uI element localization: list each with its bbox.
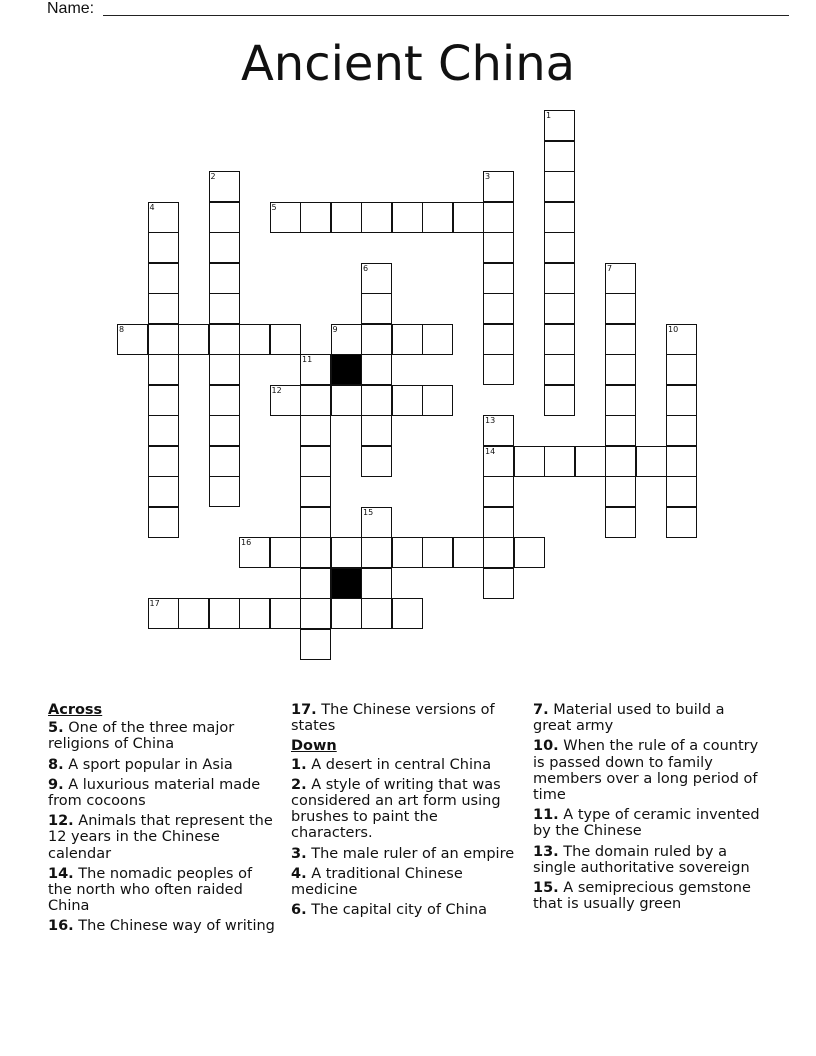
grid-cell[interactable] — [300, 629, 331, 660]
clue-number: 5. — [48, 720, 64, 737]
grid-cell[interactable] — [361, 415, 392, 446]
grid-cell[interactable] — [300, 568, 331, 599]
grid-cell[interactable] — [209, 232, 240, 263]
clue-number: 6 — [363, 263, 369, 273]
clue-number: 15. — [533, 880, 559, 897]
grid-cell[interactable] — [361, 507, 392, 538]
clue-text: The capital city of China — [306, 902, 487, 919]
grid-cell[interactable] — [361, 354, 392, 385]
grid-cell[interactable] — [117, 324, 148, 355]
grid-cell[interactable] — [605, 324, 636, 355]
clue-number: 14. — [48, 865, 74, 882]
grid-cell[interactable] — [392, 598, 423, 629]
grid-cell[interactable] — [453, 202, 484, 233]
clue-number: 2. — [291, 776, 307, 793]
clue-item — [533, 807, 765, 839]
clue-number: 8. — [48, 756, 64, 773]
grid-cell[interactable] — [544, 354, 575, 385]
grid-cell[interactable] — [483, 507, 514, 538]
grid-cell[interactable] — [270, 537, 301, 568]
grid-cell[interactable] — [148, 476, 179, 507]
clue-number: 10. — [533, 738, 559, 755]
clue-text: When the rule of a country is passed down to family members over a long period of time — [533, 738, 759, 804]
clue-text: One of the three major religions of China — [48, 720, 235, 753]
grid-cell[interactable] — [148, 598, 179, 629]
grid-cell[interactable] — [666, 507, 697, 538]
grid-cell[interactable] — [270, 202, 301, 233]
grid-cell[interactable] — [666, 385, 697, 416]
grid-cell[interactable] — [544, 202, 575, 233]
grid-cell[interactable] — [544, 324, 575, 355]
grid-cell[interactable] — [605, 446, 636, 477]
grid-cell[interactable] — [148, 415, 179, 446]
clue-number: 15 — [363, 507, 374, 517]
grid-cell[interactable] — [148, 446, 179, 477]
clue-text: A traditional Chinese medicine — [291, 865, 463, 899]
grid-cell[interactable] — [361, 537, 392, 568]
grid-cell[interactable] — [209, 476, 240, 507]
grid-cell[interactable] — [331, 598, 362, 629]
grid-cell[interactable] — [514, 537, 545, 568]
clue-item — [48, 777, 280, 809]
clues-column-1 — [48, 702, 280, 939]
grid-cell[interactable] — [422, 202, 453, 233]
grid-cell[interactable] — [544, 263, 575, 294]
clue-text: The Chinese way of writing — [73, 918, 275, 935]
clue-number: 11 — [302, 355, 313, 364]
clue-text: The male ruler of an empire — [306, 845, 515, 862]
clue-number: 3. — [291, 845, 307, 862]
grid-cell[interactable] — [209, 446, 240, 477]
grid-cell[interactable] — [361, 598, 392, 629]
grid-cell[interactable] — [483, 476, 514, 507]
clue-item — [291, 702, 523, 734]
grid-cell[interactable] — [209, 263, 240, 294]
clues-column-2 — [291, 702, 523, 922]
grid-cell[interactable] — [605, 507, 636, 538]
grid-cell[interactable] — [483, 263, 514, 294]
grid-cell[interactable] — [209, 324, 240, 355]
clue-item — [291, 846, 523, 862]
clue-item — [48, 720, 280, 752]
grid-cell[interactable] — [209, 415, 240, 446]
grid-cell[interactable] — [209, 354, 240, 385]
grid-cell[interactable] — [514, 446, 545, 477]
grid-cell[interactable] — [361, 568, 392, 599]
grid-cell[interactable] — [361, 293, 392, 324]
grid-cell[interactable] — [544, 385, 575, 416]
clue-item — [48, 757, 280, 773]
grid-cell[interactable] — [361, 446, 392, 477]
grid-cell[interactable] — [483, 171, 514, 202]
clue-number: 10 — [668, 324, 679, 334]
clue-number: 8 — [119, 324, 125, 334]
grid-cell[interactable] — [300, 354, 331, 385]
clue-number: 17. — [291, 702, 317, 718]
grid-cell[interactable] — [605, 354, 636, 385]
grid-cell[interactable] — [148, 324, 179, 355]
clue-text: The nomadic peoples of the north who often raided China — [48, 865, 253, 915]
clue-item — [291, 757, 523, 773]
grid-cell[interactable] — [422, 537, 453, 568]
grid-cell[interactable] — [483, 446, 514, 477]
grid-cell[interactable] — [605, 293, 636, 324]
grid-cell[interactable] — [209, 171, 240, 202]
grid-cell[interactable] — [148, 354, 179, 385]
grid-cell[interactable] — [544, 171, 575, 202]
grid-cell[interactable] — [361, 202, 392, 233]
name-label: Name: — [47, 0, 95, 17]
clue-item — [48, 813, 280, 862]
clue-number: 5 — [271, 202, 277, 212]
grid-cell[interactable] — [239, 598, 270, 629]
grid-cell[interactable] — [636, 446, 667, 477]
grid-cell[interactable] — [270, 385, 301, 416]
grid-cell[interactable] — [453, 537, 484, 568]
clue-number: 16 — [241, 538, 252, 547]
grid-cell[interactable] — [422, 385, 453, 416]
clue-number: 7 — [607, 263, 613, 273]
clue-number: 2 — [210, 172, 216, 181]
clue-number: 3 — [485, 172, 491, 181]
grid-cell[interactable] — [666, 354, 697, 385]
grid-cell[interactable] — [392, 537, 423, 568]
grid-cell[interactable] — [605, 415, 636, 446]
clue-text: A semiprecious gemstone that is usually green — [533, 880, 751, 913]
black-cell — [331, 568, 362, 599]
grid-cell[interactable] — [209, 598, 240, 629]
down-header: Down — [291, 738, 337, 755]
grid-cell[interactable] — [544, 110, 575, 141]
grid-cell[interactable] — [544, 446, 575, 477]
grid-cell[interactable] — [331, 385, 362, 416]
clue-number: 9 — [332, 324, 338, 334]
clue-text: A desert in central China — [306, 756, 492, 773]
clue-number: 12 — [271, 385, 282, 395]
grid-cell[interactable] — [300, 385, 331, 416]
clue-number: 4. — [291, 865, 307, 882]
clue-text: Animals that represent the 12 years in the Chinese calendar — [48, 813, 273, 862]
grid-cell[interactable] — [483, 232, 514, 263]
grid-cell[interactable] — [666, 324, 697, 355]
grid-cell[interactable] — [300, 415, 331, 446]
grid-cell[interactable] — [331, 324, 362, 355]
clue-item — [533, 702, 765, 734]
grid-cell[interactable] — [575, 446, 606, 477]
grid-cell[interactable] — [300, 507, 331, 538]
grid-cell[interactable] — [178, 324, 209, 355]
clue-number: 17 — [149, 599, 160, 608]
grid-cell[interactable] — [300, 476, 331, 507]
clue-number: 4 — [149, 202, 155, 212]
grid-cell[interactable] — [605, 476, 636, 507]
grid-cell[interactable] — [209, 293, 240, 324]
grid-cell[interactable] — [666, 415, 697, 446]
grid-cell[interactable] — [392, 324, 423, 355]
grid-cell[interactable] — [544, 141, 575, 172]
clues-column-3 — [533, 702, 765, 916]
grid-cell[interactable] — [392, 202, 423, 233]
grid-cell[interactable] — [392, 385, 423, 416]
clue-text: Material used to build a great army — [533, 702, 725, 735]
clue-number: 7. — [533, 702, 549, 718]
grid-cell[interactable] — [148, 202, 179, 233]
clue-number: 1 — [546, 111, 552, 120]
clue-item — [533, 738, 765, 803]
grid-cell[interactable] — [605, 385, 636, 416]
grid-cell[interactable] — [209, 202, 240, 233]
grid-cell[interactable] — [483, 354, 514, 385]
clue-item — [291, 777, 523, 842]
black-cell — [331, 354, 362, 385]
grid-cell[interactable] — [483, 537, 514, 568]
grid-cell[interactable] — [483, 324, 514, 355]
clue-number: 11. — [533, 807, 559, 824]
grid-cell[interactable] — [300, 446, 331, 477]
grid-cell[interactable] — [361, 263, 392, 294]
grid-cell[interactable] — [361, 385, 392, 416]
grid-cell[interactable] — [148, 293, 179, 324]
page-title: Ancient China — [240, 36, 576, 92]
grid-cell[interactable] — [544, 232, 575, 263]
clue-text: The Chinese versions of states — [291, 702, 495, 735]
across-header: Across — [48, 702, 103, 718]
clue-item — [533, 844, 765, 876]
grid-cell[interactable] — [666, 476, 697, 507]
grid-cell[interactable] — [239, 324, 270, 355]
clue-number: 9. — [48, 776, 64, 793]
grid-cell[interactable] — [666, 446, 697, 477]
clue-number: 14 — [485, 446, 496, 456]
grid-cell[interactable] — [483, 293, 514, 324]
grid-cell[interactable] — [605, 263, 636, 294]
clue-item — [48, 866, 280, 915]
grid-cell[interactable] — [209, 385, 240, 416]
grid-cell[interactable] — [300, 202, 331, 233]
clue-number: 1. — [291, 756, 307, 773]
grid-cell[interactable] — [270, 324, 301, 355]
grid-cell[interactable] — [331, 537, 362, 568]
grid-cell[interactable] — [148, 385, 179, 416]
clue-number: 13. — [533, 843, 559, 860]
clue-item — [533, 880, 765, 912]
grid-cell[interactable] — [483, 202, 514, 233]
grid-cell[interactable] — [148, 507, 179, 538]
clue-item — [291, 902, 523, 918]
clue-number: 6. — [291, 902, 307, 919]
grid-cell[interactable] — [270, 598, 301, 629]
clue-text: A sport popular in Asia — [63, 756, 233, 773]
grid-cell[interactable] — [483, 415, 514, 446]
grid-cell[interactable] — [483, 568, 514, 599]
grid-cell[interactable] — [239, 537, 270, 568]
grid-cell[interactable] — [361, 324, 392, 355]
grid-cell[interactable] — [331, 202, 362, 233]
clue-text: A style of writing that was considered an art form using brushes to paint the characters. — [291, 776, 501, 842]
clue-text: A type of ceramic invented by the Chinese — [533, 807, 760, 840]
grid-cell[interactable] — [178, 598, 209, 629]
clue-text: A luxurious material made from cocoons — [48, 776, 261, 810]
grid-cell[interactable] — [148, 232, 179, 263]
grid-cell[interactable] — [148, 263, 179, 294]
clue-item — [48, 918, 280, 934]
clue-item — [291, 866, 523, 898]
clue-number: 12. — [48, 813, 74, 830]
clue-number: 16. — [48, 918, 74, 935]
clue-number: 13 — [485, 416, 496, 425]
clue-text: The domain ruled by a single authoritative sovereign — [533, 843, 750, 876]
name-underline[interactable] — [103, 15, 789, 16]
grid-cell[interactable] — [544, 293, 575, 324]
name-field[interactable] — [47, 0, 747, 22]
grid-cell[interactable] — [300, 537, 331, 568]
grid-cell[interactable] — [422, 324, 453, 355]
grid-cell[interactable] — [300, 598, 331, 629]
